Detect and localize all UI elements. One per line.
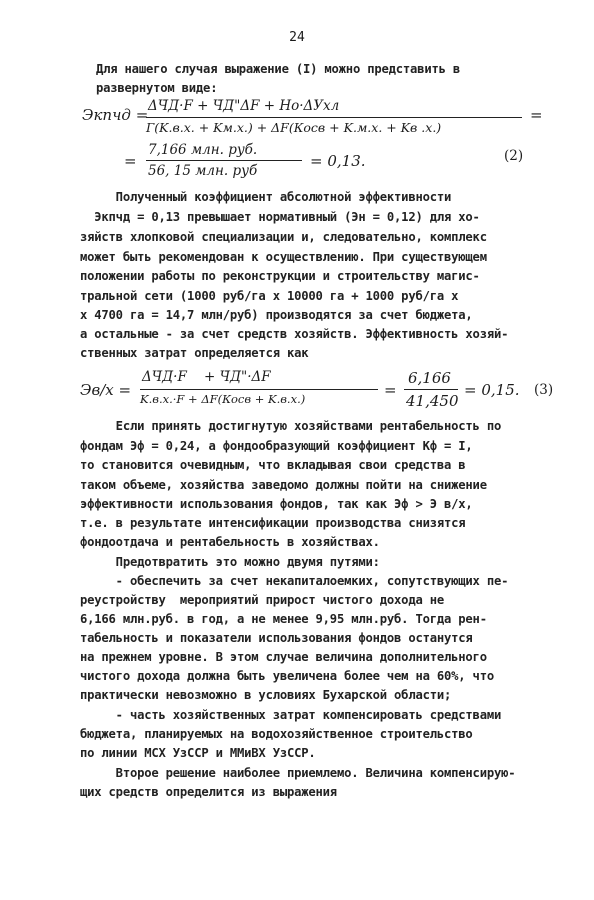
formula-2-result: = 0,13.	[310, 152, 366, 170]
formula-3-fraction-bar	[140, 389, 378, 390]
formula-2-numerator: ΔЧ̄Д·F + Ч̄Д"ΔF + Ho·ΔУхл	[148, 98, 340, 114]
body-line: то становится очевидным, что вкладывая свои средства в	[80, 458, 466, 472]
formula-2-tail: =	[530, 106, 543, 124]
body-line: а остальные - за счет средств хозяйств. Эффективность хозяй-	[80, 327, 509, 341]
body-line: тральной сети (1000 руб/га х 10000 га + 1000 руб/га х	[80, 289, 459, 303]
body-line: чистого дохода должна быть увеличена более чем на 60%, что	[80, 669, 494, 683]
formula-3-den2: 41,450	[406, 392, 459, 410]
body-line: - обеспечить за счет некапиталоемких, сопутствующих пе-	[80, 574, 509, 588]
body-line: щих средств определится из выражения	[80, 785, 337, 799]
body-line: Экпчд = 0,13 превышает нормативный (Эн = 0,12) для хо-	[80, 210, 480, 224]
intro-line: Для нашего случая выражение (I) можно представить в	[96, 62, 461, 76]
body-line: - часть хозяйственных затрат компенсировать средствами	[80, 708, 502, 722]
body-line: по линии МСХ УзССР и ММиВХ УзССР.	[80, 746, 316, 760]
formula-2-fraction-bar	[146, 117, 522, 118]
body-line: таком объеме, хозяйства заведомо должны пойти на снижение	[80, 478, 487, 492]
formula-3-num2: 6,166	[408, 369, 451, 387]
page-number: 24	[289, 30, 305, 45]
formula-2-den2: 56, 15 млн. руб	[148, 163, 258, 179]
body-line: Второе решение наиболее приемлемо. Величина компенсирую-	[80, 766, 516, 780]
body-line: зяйств хлопковой специализации и, следовательно, комплекс	[80, 230, 487, 244]
body-line: фондоотдача и рентабельность в хозяйствах.	[80, 535, 380, 549]
body-line: бюджета, планируемых на водохозяйственное строительство	[80, 727, 473, 741]
formula-3-denominator: K.в.х.·F + ΔF(Косв + K.в.х.)	[140, 392, 306, 406]
formula-2-number: (2)	[504, 148, 524, 164]
body-line: т.е. в результате интенсификации производства снизятся	[80, 516, 466, 530]
body-line: Предотвратить это можно двумя путями:	[80, 555, 380, 569]
body-line: ственных затрат определяется как	[80, 346, 309, 360]
formula-2-eq2: =	[124, 152, 137, 170]
body-line: фондам Эф = 0,24, а фондообразующий коэффициент Кф = I,	[80, 439, 473, 453]
formula-3-result: = 0,15.	[464, 381, 520, 399]
body-line: табельность и показатели использования фондов останутся	[80, 631, 473, 645]
body-line: х 4700 га = 14,7 млн/руб) производятся за счет бюджета,	[80, 308, 473, 322]
formula-3-lhs: Эв/х =	[80, 381, 132, 399]
body-line: Если принять достигнутую хозяйствами рентабельность по	[80, 419, 502, 433]
formula-3-eq: =	[384, 381, 397, 399]
body-line: эффективности использования фондов, так как Эф > Э в/х,	[80, 497, 473, 511]
formula-3-numerator: ΔЧ̄Д·F + Ч̄Д"·ΔF	[142, 369, 271, 385]
formula-3-number: (3)	[534, 382, 554, 398]
formula-2-lhs: Экпчд =	[82, 106, 149, 124]
formula-3-fraction-bar-2	[404, 389, 458, 390]
body-line: Полученный коэффициент абсолютной эффективности	[80, 190, 452, 204]
body-line: может быть рекомендован к осуществлению. При существующем	[80, 250, 487, 264]
body-line: 6,166 млн.руб. в год, а не менее 9,95 млн.руб. Тогда рен-	[80, 612, 487, 626]
formula-2-denominator: Г(K.в.х. + Kм.х.) + ΔF(Косв + K.м.х. + Kв .х.)	[146, 120, 442, 135]
intro-line: развернутом виде:	[96, 81, 218, 95]
body-line: на прежнем уровне. В этом случае величина дополнительного	[80, 650, 487, 664]
body-line: реустройству мероприятий прирост чистого дохода не	[80, 593, 445, 607]
body-line: практически невозможно в условиях Бухарской области;	[80, 688, 452, 702]
formula-2-fraction-bar-2	[146, 160, 302, 161]
body-line: положении работы по реконструкции и строительству магис-	[80, 269, 480, 283]
formula-2-num2: 7,166 млн. руб.	[148, 142, 258, 158]
